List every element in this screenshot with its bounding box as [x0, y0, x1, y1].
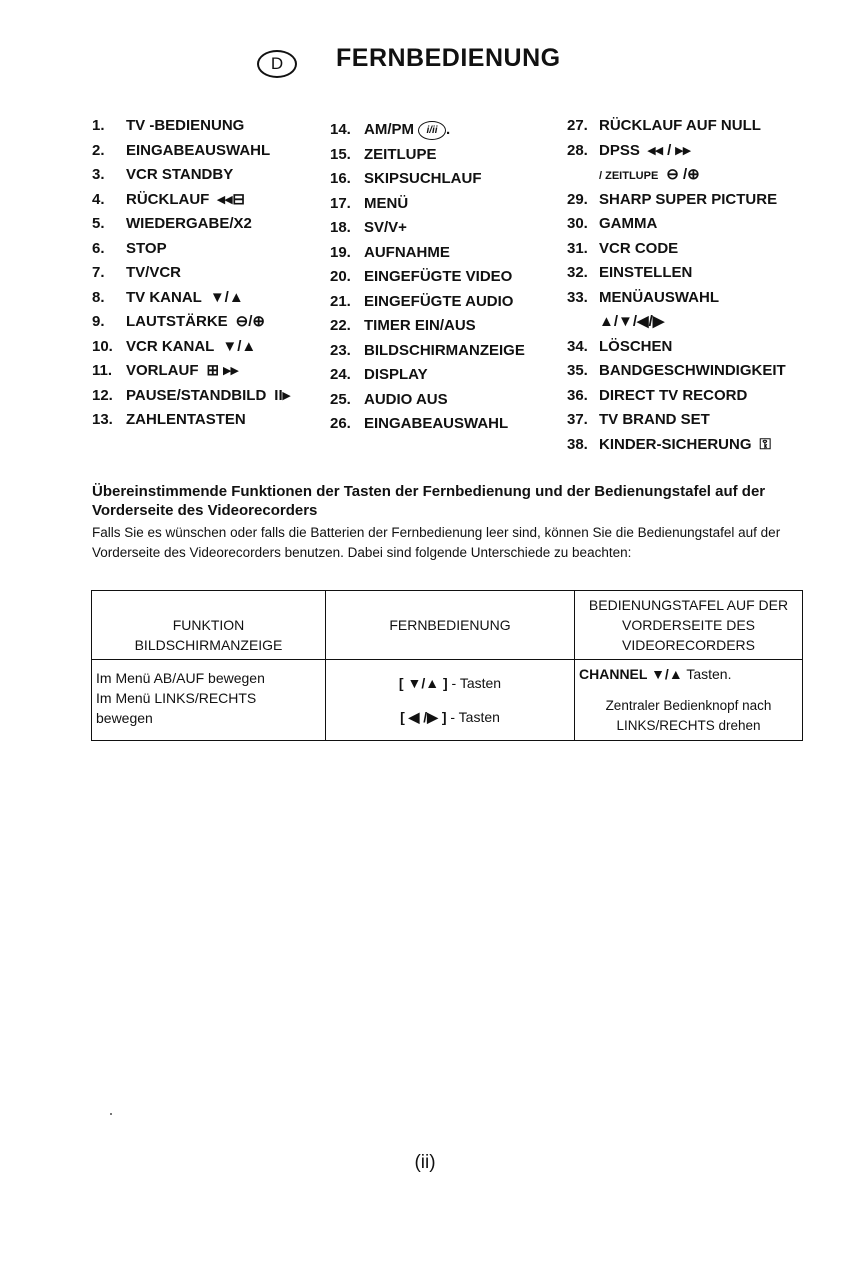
legend-item-label: AUDIO AUS: [364, 390, 448, 408]
legend-item-symbol: ⊖/⊕: [235, 313, 265, 330]
legend-item-label: DIRECT TV RECORD: [599, 386, 748, 404]
legend-item: [330, 216, 525, 241]
legend-item: [330, 192, 525, 217]
legend-item: [92, 286, 290, 311]
legend-item-label: SKIPSUCHLAUF: [364, 170, 482, 187]
legend-item-label: MENÜ: [364, 194, 409, 212]
legend-item-label: ZAHLENTASTEN: [126, 411, 246, 428]
legend-item-number: 27.: [567, 117, 588, 134]
section-heading: Übereinstimmende Funktionen der Tasten der Fernbedienung und der Bedienungstafel auf der Vorderseite des Videorecorders: [92, 483, 766, 519]
legend-item: [92, 310, 290, 335]
panel-knob-text: Zentraler Bedienknopf nach LINKS/RECHTS drehen: [605, 698, 772, 733]
page-header: [0, 44, 850, 84]
legend-item-label: VCR KANAL: [126, 337, 215, 355]
function-left-right: Im Menü LINKS/RECHTS bewegen: [96, 690, 257, 726]
legend-item: [92, 139, 290, 164]
legend-item-number: 13.: [92, 411, 113, 428]
legend-item-symbol: ▼/▲: [209, 288, 244, 306]
legend-item-label: DISPLAY: [364, 366, 428, 383]
legend-item: [92, 163, 290, 188]
legend-item-number: 31.: [567, 239, 588, 257]
legend-item-number: 1.: [92, 117, 105, 134]
legend-item-symbol: ◂◂ / ▸▸: [647, 141, 691, 159]
legend-item: [92, 237, 290, 262]
table-row: [92, 660, 803, 741]
legend-item-label: AUFNAHME: [364, 243, 450, 261]
legend-item-label: EINSTELLEN: [599, 264, 693, 281]
legend-item-number: 24.: [330, 366, 351, 383]
legend-item-label: RÜCKLAUF: [126, 190, 210, 208]
legend-item-symbol: i/ii: [418, 121, 446, 140]
legend-item-number: 5.: [92, 215, 105, 232]
legend-item-number: 34.: [567, 337, 588, 355]
header-panel-line3: VIDEORECORDERS: [621, 637, 756, 653]
function-up-down: Im Menü AB/AUF bewegen: [96, 670, 265, 686]
legend-item-number: 11.: [92, 362, 113, 379]
stray-mark: [110, 1113, 112, 1115]
legend-item: [567, 335, 786, 360]
legend-item-symbol: ⊞ ▸▸: [206, 362, 239, 379]
legend-item-label: GAMMA: [599, 215, 658, 232]
legend-item: [330, 339, 525, 364]
legend-column-3: [567, 114, 786, 457]
legend-item: [567, 310, 786, 335]
legend-item: [330, 363, 525, 388]
legend-item-label: MENÜAUSWAHL: [599, 288, 719, 306]
legend-item: [567, 359, 786, 384]
legend-item: [92, 114, 290, 139]
legend-item-label: BILDSCHIRMANZEIGE: [364, 341, 525, 359]
legend-item-label: TV/VCR: [126, 264, 182, 281]
legend-item-symbol: ⚿: [759, 435, 771, 453]
legend-item-label: EINGABEAUSWAHL: [364, 415, 509, 432]
legend-item: [567, 212, 786, 237]
legend-item: [330, 241, 525, 266]
legend-item-number: 36.: [567, 386, 588, 404]
legend-item-label: EINGEFÜGTE AUDIO: [364, 292, 514, 310]
legend-item-label: VCR STANDBY: [126, 166, 234, 183]
legend-item-number: 6.: [92, 239, 105, 257]
legend-item: [330, 167, 525, 192]
legend-item-number: 22.: [330, 317, 351, 334]
legend-item: [567, 384, 786, 409]
legend-item-label: SV/V+: [364, 219, 407, 236]
legend-item-suffix: .: [446, 121, 451, 138]
table-header-row: [92, 591, 803, 660]
legend-item-number: 19.: [330, 243, 351, 261]
cell-remote: [326, 660, 575, 741]
legend-item-number: 3.: [92, 166, 105, 183]
header-function-line1: FUNKTION: [172, 617, 245, 633]
legend-item-label: TV BRAND SET: [599, 411, 710, 428]
legend-item-label: LÖSCHEN: [599, 337, 673, 355]
legend-item: [330, 118, 525, 143]
legend-item-number: 26.: [330, 415, 351, 432]
legend-item-number: 29.: [567, 190, 588, 208]
legend-item-number: 32.: [567, 264, 588, 281]
remote-updown-suffix: - Tasten: [451, 675, 502, 691]
legend-item-number: 12.: [92, 386, 113, 404]
header-panel: [575, 591, 803, 660]
page-number: (ii): [414, 1152, 436, 1173]
legend-item: [92, 188, 290, 213]
legend-item: [92, 384, 290, 409]
legend-item-symbol: ◂◂⊟: [217, 190, 245, 208]
legend-item: [567, 114, 786, 139]
legend-item-number: 9.: [92, 313, 105, 330]
page-title: FERNBEDIENUNG: [336, 44, 561, 72]
legend-item-number: 35.: [567, 362, 588, 379]
legend-item-label: VCR CODE: [599, 239, 679, 257]
legend-item: [330, 143, 525, 168]
legend-item-label: EINGEFÜGTE VIDEO: [364, 268, 513, 285]
legend-item-label: TIMER EIN/AUS: [364, 317, 476, 334]
legend-item: [330, 290, 525, 315]
cell-function: [92, 660, 326, 741]
legend-item: [567, 188, 786, 213]
legend-item-label: EINGABEAUSWAHL: [126, 141, 271, 159]
panel-channel-suffix: Tasten.: [686, 666, 732, 682]
legend-item-label: SHARP SUPER PICTURE: [599, 190, 778, 208]
legend-item-label: ZEITLUPE: [364, 145, 437, 163]
remote-leftright-keys: [ ◀ /▶ ]: [400, 709, 447, 725]
legend-item-label: PAUSE/STANDBILD: [126, 386, 267, 404]
legend-item: [330, 314, 525, 339]
legend-item-number: 18.: [330, 219, 351, 236]
remote-leftright-suffix: - Tasten: [450, 709, 500, 725]
legend-item-number: 21.: [330, 292, 351, 310]
legend-item: [92, 408, 290, 433]
legend-item: [567, 261, 786, 286]
legend-item-symbol: II▸: [274, 386, 291, 404]
legend-item-number: 4.: [92, 190, 105, 208]
legend-item: [567, 286, 786, 311]
legend-item-label: STOP: [126, 239, 167, 257]
remote-updown-keys: [ ▼/▲ ]: [398, 675, 448, 691]
legend-item-number: 37.: [567, 411, 588, 428]
legend-item-number: 16.: [330, 170, 351, 187]
legend-item: [92, 212, 290, 237]
legend-item-number: 10.: [92, 337, 113, 355]
legend-item: [567, 163, 786, 188]
legend-item-number: 15.: [330, 145, 351, 163]
legend-item-label: TV -BEDIENUNG: [126, 117, 245, 134]
legend-item: [567, 237, 786, 262]
legend-item: [330, 265, 525, 290]
legend-item-number: 17.: [330, 194, 351, 212]
legend-item-label: WIEDERGABE/X2: [126, 215, 252, 232]
legend-item-number: 7.: [92, 264, 105, 281]
legend-item: [567, 408, 786, 433]
panel-channel-keys: CHANNEL ▼/▲: [579, 666, 683, 682]
legend-item: [92, 261, 290, 286]
legend-item-number: 28.: [567, 141, 588, 159]
legend-item-number: 25.: [330, 390, 351, 408]
header-panel-line1: BEDIENUNGSTAFEL AUF DER: [588, 597, 789, 613]
legend-item-label: / ZEITLUPE: [599, 170, 659, 182]
legend-item-number: 14.: [330, 121, 351, 138]
legend-item-number: 33.: [567, 288, 588, 306]
legend-item-label: TV KANAL: [126, 288, 202, 306]
legend-item-number: 20.: [330, 268, 351, 285]
legend-column-1: [92, 114, 290, 433]
legend-item-number: 23.: [330, 341, 351, 359]
legend-item: [92, 335, 290, 360]
legend-item-number: 30.: [567, 215, 588, 232]
cell-panel: [575, 660, 803, 741]
legend-item-label: RÜCKLAUF AUF NULL: [599, 117, 761, 134]
header-function: [92, 591, 326, 660]
legend-item-label: VORLAUF: [126, 362, 199, 379]
header-panel-line2: VORDERSEITE DES: [621, 617, 756, 633]
legend-item-symbol: ▼/▲: [222, 337, 257, 355]
legend-item-number: 38.: [567, 435, 588, 453]
header-function-line2: BILDSCHIRMANZEIGE: [134, 637, 283, 653]
header-remote: FERNBEDIENUNG: [326, 591, 575, 660]
legend-item-label: BANDGESCHWINDIGKEIT: [599, 362, 786, 379]
legend-item-label: ▲/▼/◀/▶: [599, 313, 665, 330]
legend-item: [567, 139, 786, 164]
legend-item-label: AM/PM: [364, 121, 414, 138]
legend-column-2: [330, 118, 525, 437]
legend-item: [92, 359, 290, 384]
legend-item-label: LAUTSTÄRKE: [126, 313, 228, 330]
section-body-text: Falls Sie es wünschen oder falls die Batterien der Fernbedienung leer sind, können Sie die Bedienungstafel auf der Vorderseite des Videorecorders benutzen. Dabei sind folgende Unterschiede zu beachten:: [92, 525, 781, 560]
legend-item: [330, 412, 525, 437]
legend-item-number: 2.: [92, 141, 105, 159]
legend-item: [567, 433, 786, 458]
legend-item-label: KINDER-SICHERUNG: [599, 435, 752, 453]
legend-item-symbol: ⊖ /⊕: [666, 166, 700, 183]
legend-item-label: DPSS: [599, 141, 640, 159]
language-badge: D: [257, 50, 297, 78]
legend-item: [330, 388, 525, 413]
legend-item-number: 8.: [92, 288, 105, 306]
comparison-table: [91, 590, 803, 741]
